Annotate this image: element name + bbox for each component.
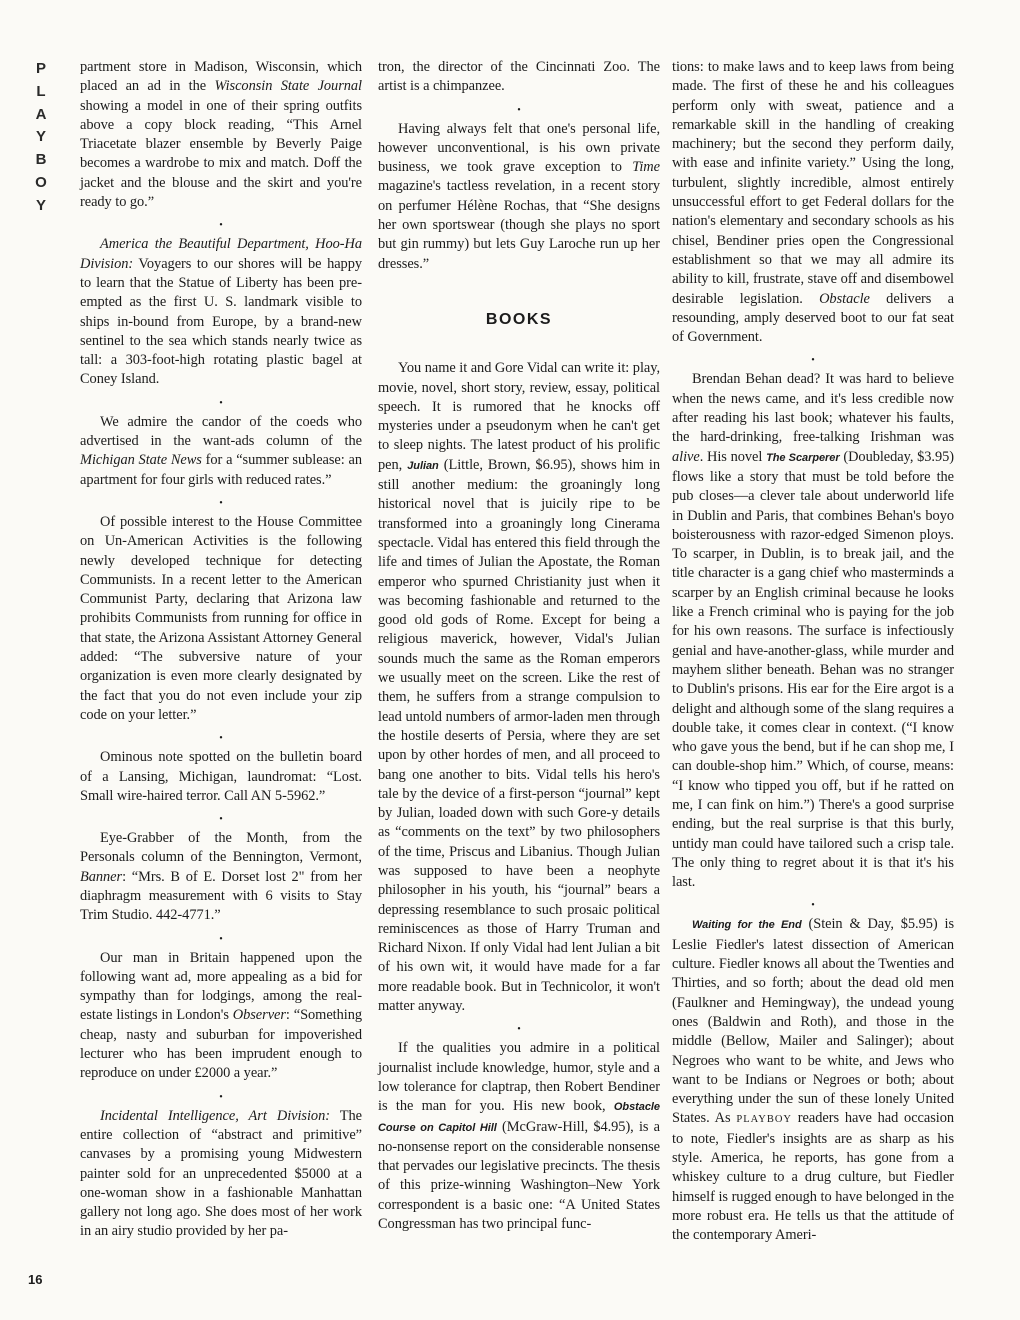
separator-dot: • bbox=[517, 104, 521, 116]
section-heading-books: BOOKS bbox=[485, 310, 553, 328]
logo-letter: L bbox=[36, 82, 46, 100]
column-1 bbox=[80, 58, 362, 1242]
separator-dot: • bbox=[219, 814, 223, 826]
logo-letter: O bbox=[35, 173, 47, 191]
book-title: Obstacle Course on Capitol Hill bbox=[378, 1101, 660, 1134]
book-title: Waiting for the End bbox=[692, 919, 802, 932]
separator-dot: • bbox=[811, 355, 815, 367]
separator-dot: • bbox=[219, 733, 223, 745]
column-2 bbox=[378, 58, 660, 1234]
paragraph: Brendan Behan dead? It was hard to believe when the news came, and it's less credible now after reading his last book; whatever his faults, the hard-drinking, free-talking Irishman was alive. His novel The Scarperer (Doubleday, $3.95) flows like a story that must be told before the pub closes—a clever tale about underworld life in Dublin and Paris, that combines Behan's boyo boisterousness with razor-edged Simenon ploys. To scarper, in Dublin, is to break jail, and the title character is a gang chief who masterminds a scarper by an English criminal because he looks like a French criminal who is paying for the job for his own reasons. The surface is infectiously genial and have-another-glass, while murder and mayhem slither beneath. Behan was no stranger to Dublin's prisons. His ear for the Eire argot is a delight and although some of the slang requires a double take, it comes clear in context. (“I know who gave yous the bend, but if he can shop me, I can double-shop him.” Which, of course, means: “I know who tipped you off, but if he ratted on me, I can fink on him.”) There's a good surprise ending, but the real surprise is that this burly, untidy man could have tailored such a crisp tale. The only thing to regret about it is that it's his last. bbox=[672, 371, 954, 891]
paragraph: Of possible interest to the House Committee on Un-American Activities is the following newly developed technique for detecting Communists. In a recent letter to the American Communist Party, declaring that Arizona law prohibits Communists from running for office in that state, the Arizona Assistant Attorney General added: “The subversive nature of your organization is even more clearly designated by the fact that you do not even include your zip code on your letter.” bbox=[80, 513, 362, 723]
column-3 bbox=[672, 58, 954, 1246]
paragraph: Waiting for the End (Stein & Day, $5.95) is Leslie Fiedler's latest dissection of American culture. Fiedler knows all about the Twenties and Thirties, and so forth; about the dead old men (Faulkner and Hemingway), the undead young ones (Baldwin and Roth), and those in the middle (Bellow, Mailer and Salinger); about Negroes who want to be white, and Jews who want to be Indians or Negroes or both; about everything under the sun of these lonely United States. As PLAYBOY readers have had occasion to note, Fiedler's insights are as sharp as his style. America, he reports, has gone from a whiskey culture to a drug culture, but Fiedler himself is rugged enough to have belonged in the more robust era. He tells us that the attitude of the contemporary Ameri- bbox=[672, 916, 954, 1244]
paragraph: Having always felt that one's personal life, however unconventional, is his own private business, we took grave exception to Time magazine's tactless revelation, in a recent story on perfumer Hélène Rochas, that “She designs her own sportswear (though she plays no sport but gin rummy) but lets Guy Laroche run up her dresses.” bbox=[378, 120, 660, 272]
logo-letter: Y bbox=[35, 196, 46, 214]
book-title: Julian bbox=[407, 459, 439, 472]
logo-letter: Y bbox=[35, 128, 46, 146]
paragraph: Ominous note spotted on the bulletin board of a Lansing, Michigan, laundromat: “Lost. Small wire-haired terror. Call AN 5-5962.” bbox=[80, 749, 362, 804]
paragraph: America the Beautiful Department, Hoo-Ha Division: Voyagers to our shores will be happy to learn that the Statue of Liberty has been pre-empted as the first U. S. landmark visible to ships in-bound from Europe, by a brand-new sentinel to the sea which stands nearly twice as tall: a 303-foot-high rotating plastic bagel at Coney Island. bbox=[80, 236, 362, 388]
book-title: The Scarperer bbox=[766, 451, 840, 464]
logo-letter: A bbox=[35, 105, 47, 123]
paragraph: Our man in Britain happened upon the following want ad, more appealing as a bid for sympathy than for lodgings, among the real-estate listings in London's Observer: “Something cheap, nasty and suburban for impoverished lecturer who has been imprudent enough to reproduce on under £2000 a year.” bbox=[80, 949, 362, 1082]
separator-dot: • bbox=[517, 1024, 521, 1036]
paragraph: We admire the candor of the coeds who advertised in the want-ads column of the Michigan State News for a “summer sublease: an apartment for four girls with reduced rates.” bbox=[80, 413, 362, 488]
playboy-vertical-logo bbox=[30, 58, 52, 218]
paragraph: Incidental Intelligence, Art Division: The entire collection of “abstract and primitive” canvases by a promising young Midwestern painter sold for an unprecedented $5000 at a one-woman show in a fashionable Manhattan gallery not long ago. She does most of her work in an airy studio provided by her pa- bbox=[80, 1107, 362, 1240]
separator-dot: • bbox=[219, 1091, 223, 1103]
paragraph: partment store in Madison, Wisconsin, which placed an ad in the Wisconsin State Journal showing a model in one of their spring outfits above a copy block reading, “This Arnel Triacetate blazer ensemble by Beverly Paige becomes a wardrobe to mix and match. Doff the jacket and the blouse and the skirt and you're ready to go.” bbox=[80, 59, 362, 211]
separator-dot: • bbox=[219, 397, 223, 409]
playboy-smallcaps: PLAYBOY bbox=[736, 1114, 792, 1126]
paragraph: tions: to make laws and to keep laws from being made. The first of these he and his colleagues perform only with sweat, patience and a remarkable skill in the handling of creaking machinery; but the second they perform daily, with ease and infinite variety.” Using the long, turbulent, slightly incredible, almost entirely unsuccessful effort to get Federal dollars for the nation's elementary and secondary schools as his chisel, Bendiner pries open the Congressional establishment so that we may all admire its ability to kill, frustrate, stave off and disembowel desirable legislation. Obstacle delivers a resounding, amply deserved boot to our fat seat of Government. bbox=[672, 59, 954, 346]
separator-dot: • bbox=[219, 933, 223, 945]
page-number: 16 bbox=[28, 1272, 43, 1287]
paragraph: Eye-Grabber of the Month, from the Personals column of the Bennington, Vermont, Banner: “Mrs. B of E. Dorset lost 2" from her diaphragm measurement with 6 visits to Stay Trim Studio. 442-4771.” bbox=[80, 830, 362, 924]
separator-dot: • bbox=[219, 220, 223, 232]
paragraph: tron, the director of the Cincinnati Zoo. The artist is a chimpanzee. bbox=[378, 59, 660, 95]
logo-letter: B bbox=[35, 151, 47, 169]
separator-dot: • bbox=[811, 900, 815, 912]
paragraph: You name it and Gore Vidal can write it: play, movie, novel, short story, review, essay, political speech. It is rumored that he knocks off mysteries under a pseudonym when he can't get to sleep nights. The latest product of his prolific pen, Julian (Little, Brown, $6.95), shows him in still another medium: the groaningly long historical novel that is juicily ripe to be transformed into a groaningly long Cinerama spectacle. Vidal has entered this field through the life and times of Julian the Apostate, the Roman emperor who spurned Christianity just when it was becoming fashionable and returned to the good old gods of Rome. Except for being a religious maverick, however, Vidal's Julian sounds much the same as the Roman emperors we usually meet on the screen. Like the rest of them, he suffers from a strange compulsion to lead untold numbers of armor-laden men through the hostile deserts of Persia, where they are set upon by other hordes of men, and all proceed to bang one another to bits. Vidal tells his hero's tale by the device of a first-person “journal” kept by Julian, loaded down with such Gore-y details as “comments on the text” by two philosophers of the time, Priscus and Libanius. Though Julian was supposed to have been a neophyte philosopher in his youth, his “journal” bears a depressing resemblance to such prosaic political reminiscences as those of Harry Truman and Richard Nixon. If only Vidal had lent Julian a bit of his own wit, it would have made for a far more readable book. But in Technicolor, it won't matter anyway. bbox=[378, 360, 660, 1015]
paragraph: If the qualities you admire in a political journalist include knowledge, humor, style and a low tolerance for claptrap, then Robert Bendiner is the man for you. His new book, Obstacle Course on Capitol Hill (McGraw-Hill, $4.95), is a no-nonsense report on the considerable nonsense that pervades our legislative precincts. The thesis of this prize-winning Washington–New York correspondent is a basic one: “A United States Congressman has two principal func- bbox=[378, 1040, 661, 1233]
logo-letter: P bbox=[35, 60, 46, 77]
separator-dot: • bbox=[219, 497, 223, 509]
